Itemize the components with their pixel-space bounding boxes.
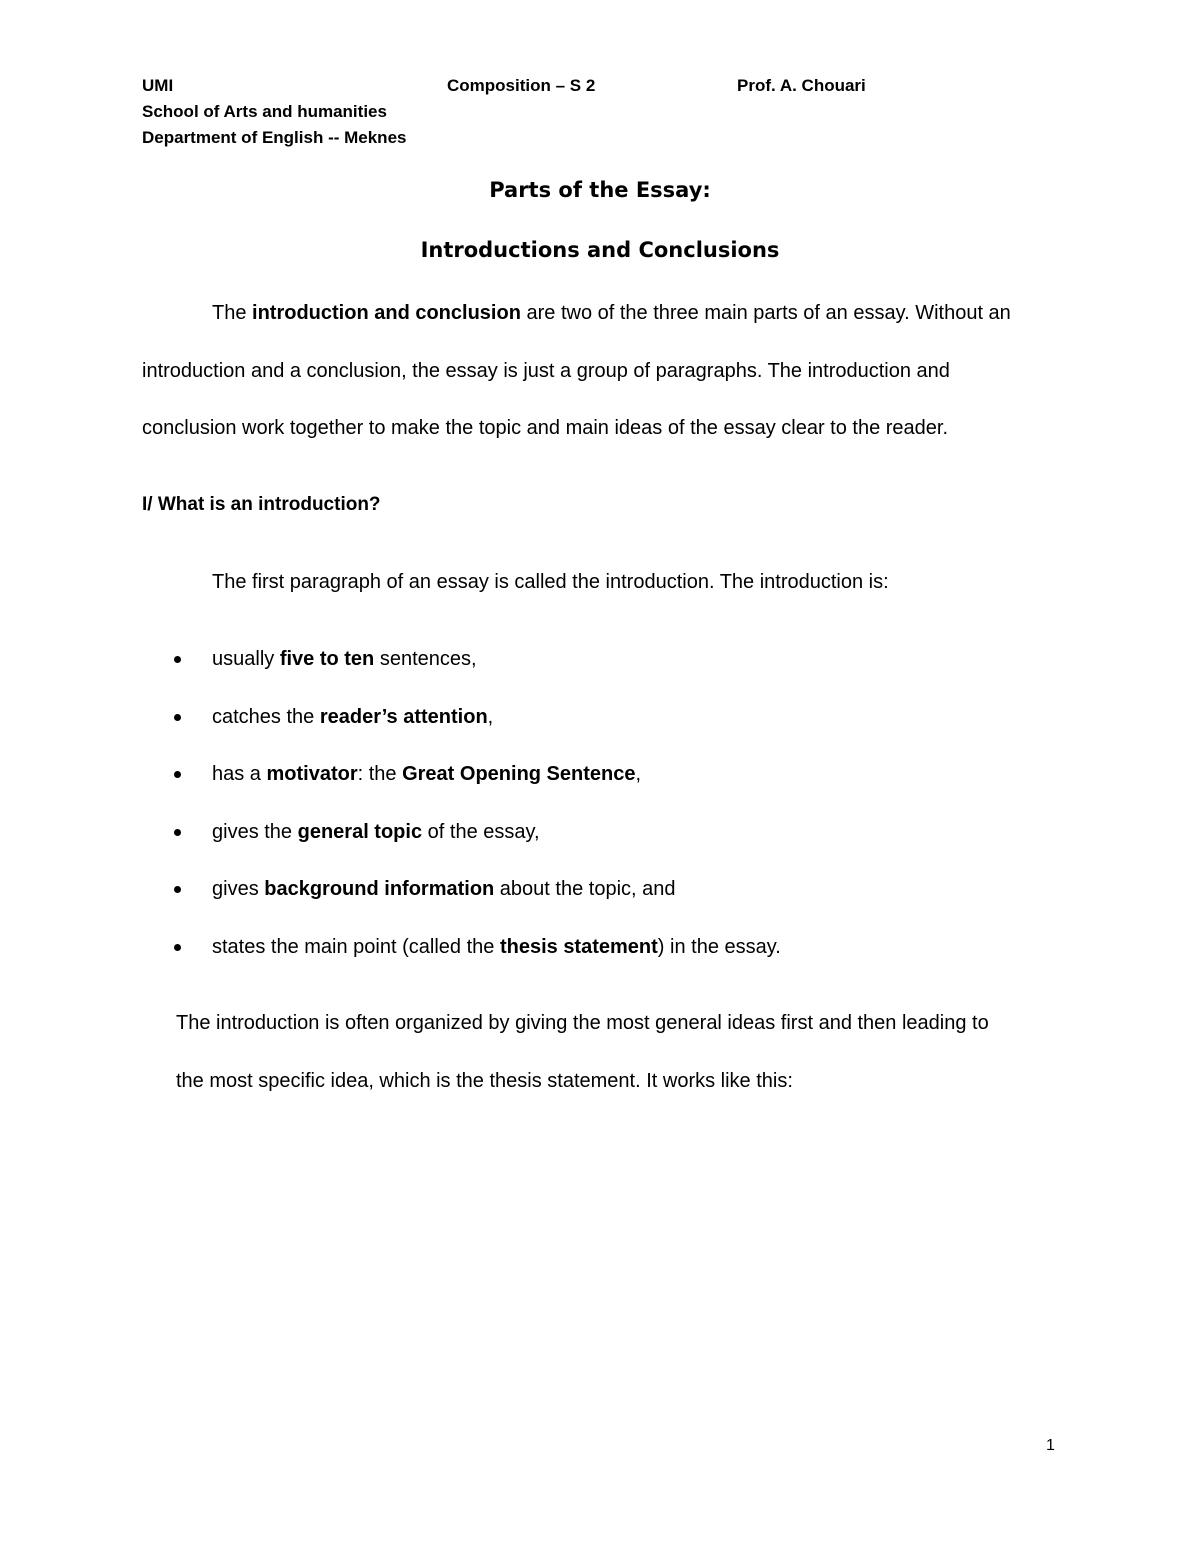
bullet-icon xyxy=(174,656,181,663)
header-course: Composition – S 2 xyxy=(447,76,596,95)
page-number: 1 xyxy=(1046,1437,1055,1454)
bullet-icon xyxy=(174,829,181,836)
bold-term: introduction and conclusion xyxy=(252,302,521,324)
bullet-icon xyxy=(174,714,181,721)
bullet-icon xyxy=(174,771,181,778)
closing-paragraph-line-1: The introduction is often organized by giving the most general ideas first and then leading to xyxy=(176,1012,989,1034)
intro-paragraph-line-1: The introduction and conclusion are two of the three main parts of an essay. Without an xyxy=(212,302,1011,324)
header-professor: Prof. A. Chouari xyxy=(737,76,866,95)
document-subtitle: Introductions and Conclusions xyxy=(420,238,780,262)
document-title: Parts of the Essay: xyxy=(489,178,711,202)
section-heading: I/ What is an introduction? xyxy=(142,494,381,515)
header-institution: UMI xyxy=(142,76,174,95)
section-lead-sentence: The first paragraph of an essay is called the introduction. The introduction is: xyxy=(212,571,889,593)
closing-paragraph-line-2: the most specific idea, which is the thesis statement. It works like this: xyxy=(176,1070,793,1092)
header-school: School of Arts and humanities xyxy=(142,102,387,121)
bullet-icon xyxy=(174,886,181,893)
document-page: UMI Composition – S 2 Prof. A. Chouari School of Arts and humanities Department of English -- Meknes Parts of the Essay: Introductions and Conclusions The introduction and conclusion are two of the three main parts of an essay. Without an introduction and a conclusion, the essay is just a group of paragraphs. The introduction and conclusion work together to make the topic and main ideas of the essay clear to the reader. I/ What is an introduction? The first paragraph of an essay is called the introduction. The introduction is: usually five to ten sentences, catches the reader’s attention, has a motivator: the Great Opening Sentence, gives the general topic of the essay, gives background information about the topic, and states the main point (called the thesis statement) in the essay. The introduction is often organized by giving the most general ideas first and then leading to the most specific idea, which is the thesis statement. It works like this: 1 xyxy=(0,0,1200,1553)
intro-paragraph-line-3: conclusion work together to make the topic and main ideas of the essay clear to the reader. xyxy=(142,417,949,439)
header-department: Department of English -- Meknes xyxy=(142,128,407,147)
intro-paragraph-line-2: introduction and a conclusion, the essay is just a group of paragraphs. The introduction and xyxy=(142,360,950,382)
bullet-icon xyxy=(174,944,181,951)
